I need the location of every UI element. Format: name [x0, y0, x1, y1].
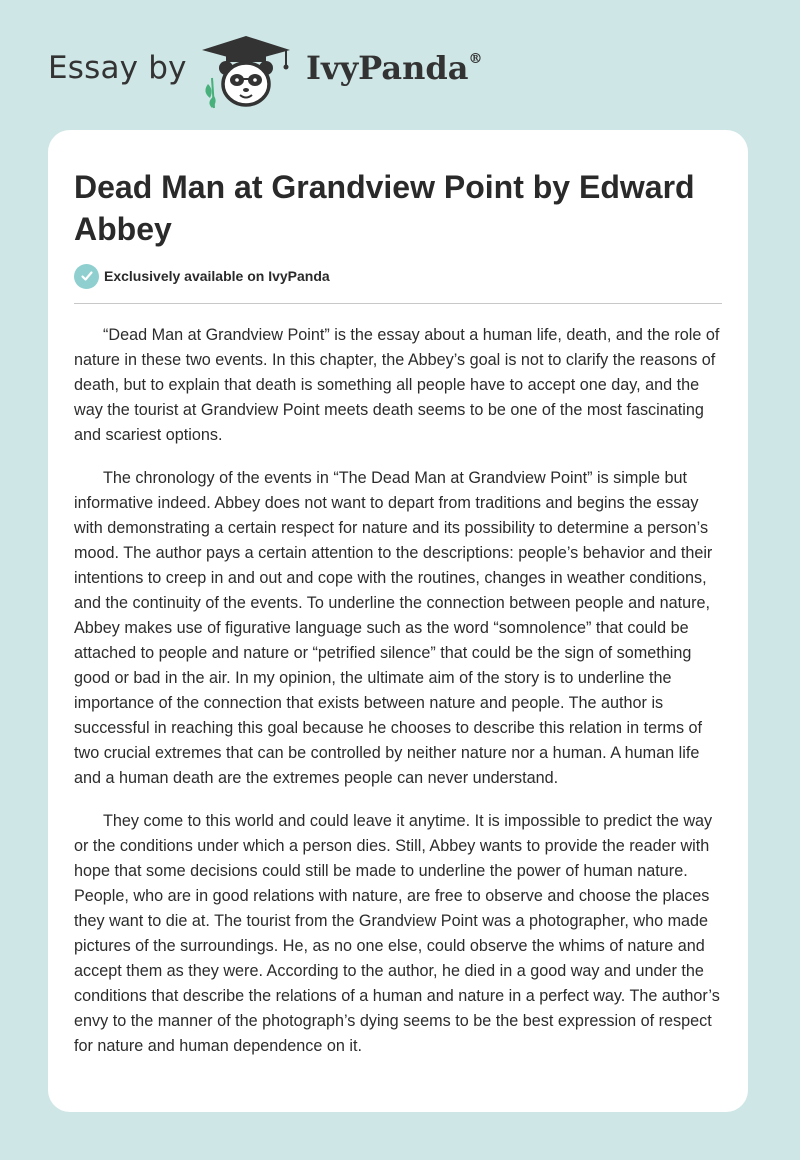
divider [74, 303, 722, 304]
exclusive-badge [74, 263, 330, 289]
paragraph: “Dead Man at Grandview Point” is the essay about a human life, death, and the role of nature in these two events. In this chapter, the Abbey’s goal is not to clarify the reasons of death, but to explain that death is something all people have to accept one day, and the way the tourist at Grandview Point meets death seems to be one of the most fascinating and scariest options. [74, 326, 720, 444]
brand-name[interactable]: IvyPanda® [306, 49, 483, 87]
essay-by-label: Essay by [48, 50, 187, 86]
essay-body [74, 323, 724, 1077]
essay-title: Dead Man at Grandview Point by Edward Abbey [74, 169, 695, 247]
paragraph: They come to this world and could leave it anytime. It is impossible to predict the way or the conditions under which a person dies. Still, Abbey wants to provide the reader with hope that some decisions could still be made to underline the power of human nature. People, who are in good relations with nature, are free to observe and choose the places they want to die at. The tourist from the Grandview Point was a photographer, who made pictures of the surroundings. He, as no one else, could observe the whims of nature and accept them as they were. According to the author, he died in a good way and under the conditions that describe the relations of a human and nature in a perfect way. The author’s envy to the manner of the photograph’s dying seems to be the best expression of respect for nature and human dependence on it. [74, 812, 720, 1055]
paragraph: The chronology of the events in “The Dead Man at Grandview Point” is simple but informative indeed. Abbey does not want to depart from traditions and begins the essay with demonstrating a certain respect for nature and its possibility to determine a person’s mood. The author pays a certain attention to the descriptions: people’s behavior and their intentions to creep in and out and cope with the routines, changes in weather conditions, and the continuity of the events. To underline the connection between people and nature, Abbey makes use of figurative language such as the word “somnolence” that could be attached to people and nature or “petrified silence” that could be the sign of something good or bad in the air. In my opinion, the ultimate aim of the story is to underline the importance of the connection that exists between nature and people. The author is successful in reaching this goal because he chooses to describe this relation in terms of two crucial extremes that can be controlled by neither nature nor a human. A human life and a human death are the extremes people can never understand. [74, 469, 713, 787]
site-header [48, 30, 648, 110]
badge-label: Exclusively available on IvyPanda [104, 268, 330, 284]
panda-logo-icon[interactable] [200, 34, 292, 110]
essay-card [48, 130, 748, 1112]
check-icon [74, 264, 99, 289]
